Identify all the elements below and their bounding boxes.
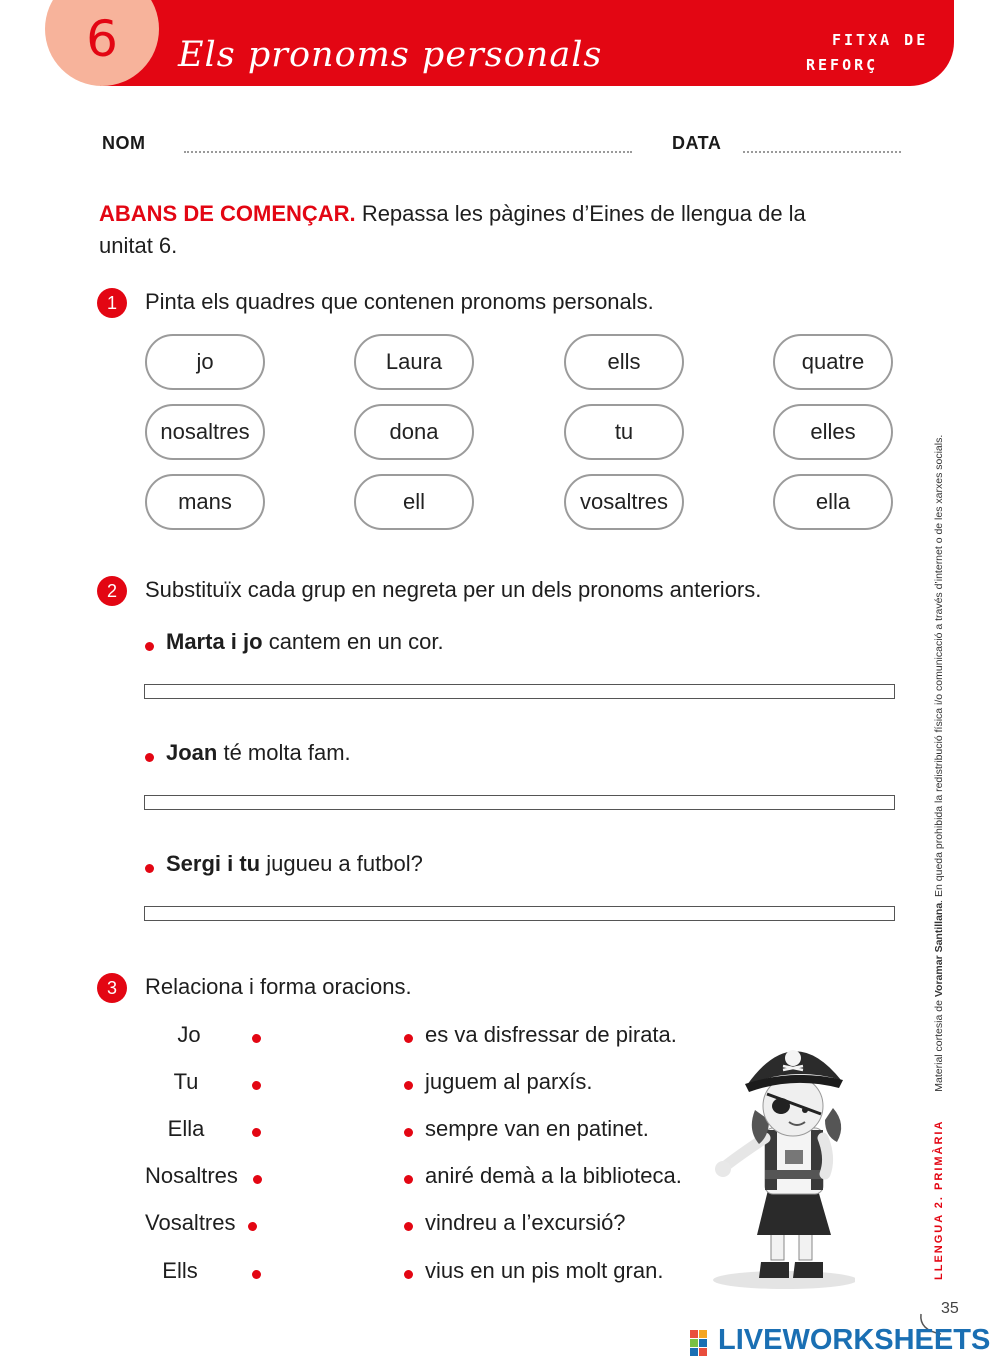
word-box[interactable]: elles — [773, 404, 893, 460]
unit-number: 6 — [86, 10, 118, 68]
sentence-2 — [166, 742, 351, 764]
exercise-3-instruction: Relaciona i forma oracions. — [145, 974, 412, 999]
pirate-illustration — [705, 1030, 855, 1292]
word-box[interactable]: mans — [145, 474, 265, 530]
word-box[interactable]: dona — [354, 404, 474, 460]
exercise-3-number: 3 — [97, 973, 127, 1003]
sentence-bold: Sergi i tu — [166, 851, 261, 876]
match-ending: es va disfressar de pirata. — [425, 1022, 677, 1047]
match-ending: sempre van en patinet. — [425, 1116, 649, 1141]
match-pronoun: Tu — [173, 1069, 199, 1094]
side-vertical-text — [933, 420, 945, 1280]
worksheet-type-line2: REFORÇ — [806, 56, 879, 74]
match-dot-left[interactable] — [248, 1222, 257, 1231]
sentence-1 — [166, 631, 444, 653]
match-pronoun: Vosaltres — [145, 1210, 236, 1235]
match-pronoun: Jo — [177, 1022, 201, 1047]
sentence-rest: té molta fam. — [217, 740, 351, 765]
exercise-1-instruction: Pinta els quadres que contenen pronoms personals. — [145, 289, 654, 314]
bullet — [145, 642, 154, 651]
intro-text: Repassa les pàgines d’Eines de llengua de la unitat 6. — [99, 201, 806, 258]
word-box[interactable]: vosaltres — [564, 474, 684, 530]
match-dot-right[interactable] — [404, 1034, 413, 1043]
match-dot-left[interactable] — [252, 1270, 261, 1279]
sentence-bold: Marta i jo — [166, 629, 263, 654]
match-dot-right[interactable] — [404, 1175, 413, 1184]
match-ending: vindreu a l’excursió? — [425, 1210, 626, 1235]
exercise-1-number: 1 — [97, 288, 127, 318]
word-box[interactable]: Laura — [354, 334, 474, 390]
sentence-rest: jugueu a futbol? — [260, 851, 423, 876]
match-dot-right[interactable] — [404, 1222, 413, 1231]
series-label: LLENGUA 2. PRIMÀRIA — [933, 1119, 945, 1280]
date-label: DATA — [672, 133, 722, 153]
match-dot-right[interactable] — [404, 1270, 413, 1279]
legal-notice: . En queda prohibida la redistribució física i/o comunicació a través d’internet o de les xarxes socials. — [933, 434, 945, 903]
name-field[interactable] — [184, 151, 632, 153]
match-pronoun: Ells — [162, 1258, 198, 1283]
sentence-3 — [166, 853, 423, 875]
page-number: 35 — [941, 1300, 959, 1317]
intro-paragraph — [99, 198, 819, 262]
match-dot-left[interactable] — [253, 1175, 262, 1184]
match-ending: vius en un pis molt gran. — [425, 1258, 664, 1283]
match-pronoun: Nosaltres — [145, 1163, 238, 1188]
legal-publisher: Voramar Santillana — [933, 902, 945, 998]
match-pronoun: Ella — [167, 1116, 205, 1141]
word-box[interactable]: tu — [564, 404, 684, 460]
answer-input-3[interactable] — [144, 906, 895, 921]
answer-input-1[interactable] — [144, 684, 895, 699]
bullet — [145, 753, 154, 762]
worksheet-type-line1: FITXA DE — [832, 31, 929, 49]
word-box[interactable]: ell — [354, 474, 474, 530]
sentence-rest: cantem en un cor. — [262, 629, 444, 654]
watermark-text: LIVEWORKSHEETS — [718, 1324, 991, 1356]
bullet — [145, 864, 154, 873]
word-box[interactable]: quatre — [773, 334, 893, 390]
word-box[interactable]: nosaltres — [145, 404, 265, 460]
name-label: NOM — [102, 133, 146, 153]
intro-highlight: ABANS DE COMENÇAR. — [99, 201, 356, 226]
liveworksheets-logo-icon — [690, 1330, 716, 1356]
answer-input-2[interactable] — [144, 795, 895, 810]
date-field[interactable] — [743, 151, 901, 153]
match-dot-left[interactable] — [252, 1034, 261, 1043]
word-box[interactable]: ella — [773, 474, 893, 530]
word-box[interactable]: jo — [145, 334, 265, 390]
match-dot-right[interactable] — [404, 1081, 413, 1090]
word-box[interactable]: ells — [564, 334, 684, 390]
match-dot-left[interactable] — [252, 1081, 261, 1090]
match-dot-left[interactable] — [252, 1128, 261, 1137]
match-ending: aniré demà a la biblioteca. — [425, 1163, 682, 1188]
match-dot-right[interactable] — [404, 1128, 413, 1137]
page-title: Els pronoms personals — [178, 35, 603, 75]
legal-prefix: Material cortesia de — [933, 997, 945, 1092]
sentence-bold: Joan — [166, 740, 218, 765]
exercise-2-instruction: Substituïx cada grup en negreta per un dels pronoms anteriors. — [145, 577, 762, 602]
exercise-2-number: 2 — [97, 576, 127, 606]
match-ending: juguem al parxís. — [425, 1069, 593, 1094]
